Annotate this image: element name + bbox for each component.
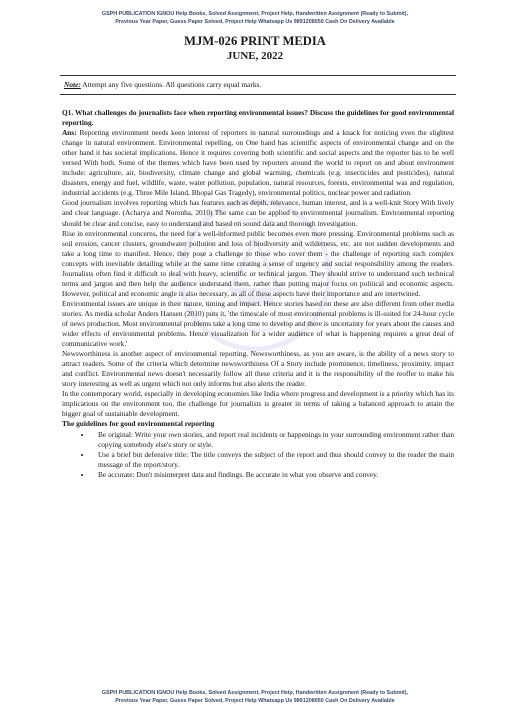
answer-paragraph-1-text: Reporting environment needs keen interest of reporters in natural surroundings and a knack for noticing even the slightest change in natural environment. Environmental repelling, on One hand has scientific aspects of environmental change and on the other hand it has societal implications. Hence it requires covering both scientific and social aspects and the reporter has to be well versed With both. Some of the themes which have been used by reporters around the world to report on and about environment include: agriculture, air, biodiversity, climate change and global warming, chemicals (e.g. insecticides and pesticides), natural disasters, energy and fuel, wildlife, waste, water pollution, population, natural resources, forests, environmental was and regulation, industrial accidents (e.g. Three Mile Island, Bhopal Gas Tragedy), environmental politics, nuclear power and radiation. xyxy=(62,128,454,198)
guideline-item: • Use a brief but defensive title: The title conveys the subject of the report and thus should convey to the reader the main message of the report/story. xyxy=(92,450,454,470)
answer-body xyxy=(62,108,454,480)
answer-paragraph-2: Good journalism involves reporting which has features such as depth, relevance, human interest, and is a well-knit Story With lively and clear language. (Acharya and Noronha, 2010) The same can be applied to environmental journalism. Environmental reporting should be clear and concise, easy to understand and based on sound data and thorough investigation. xyxy=(62,198,454,228)
page-header xyxy=(30,10,480,26)
footer-line-2: Previous Year Paper, Guess Paper Solved, Project Help Whatsapp Us 9891208050 Cash On Delivery Available xyxy=(115,698,395,704)
paper-title: MJM-026 PRINT MEDIA xyxy=(184,34,326,48)
top-divider xyxy=(60,75,456,76)
answer-label: Ans: xyxy=(62,128,77,138)
guidelines-heading: The guidelines for good environmental reporting xyxy=(62,419,215,429)
guideline-item: • Be original: Write your own stories, and report real incidents or happenings in your surrounding environment rather than copying somebody else's story or style. xyxy=(92,430,454,450)
exam-note xyxy=(64,80,261,90)
note-text: Attempt any five questions. All questions carry equal marks. xyxy=(80,80,262,89)
note-label: Note: xyxy=(64,80,81,89)
answer-paragraph-4: Environmental issues are unique in their nature, timing and impact. Hence stories based on these are also different from other media stories. As media scholar Anders Hansen (2010) puts it, 'the timescale of most environmental problems is ill-suited for 24-hour cycle of news production. Most environmental problems take a long time to develop and there is uncertainty for years about the causes and wider effects of environmental problems. Hence visualization for a wider audience of what is happening requires a great deal of communicative work.' xyxy=(62,298,454,349)
answer-paragraph-1 xyxy=(62,128,454,198)
guideline-item: • Be accurate: Don't misinterpret data and findings. Be accurate in what you observe and convey. xyxy=(92,470,454,480)
question-1: Q1. What challenges do journalists face when reporting environmental issues? Discuss the guidelines for good environmental reporting. xyxy=(62,108,454,128)
header-line-1: GSPH PUBLICATION IGNOU Help Books, Solved Assignment, Project Help, Handwritten Assignment (Ready to Submit), xyxy=(101,11,409,17)
answer-paragraph-5: Newsworthiness is another aspect of environmental reporting. Newsworthiness, as you are aware, is the ability of a news story to attract readers. Some of the criteria which determine newsworthiness Of a Story include prominence, timeliness, proximity, impact and conflict. Environmental news doesn't necessarily follow all these criteria and it is the responsibility of the reoffer to make his story interesting as well as urgent which not only informs but also alerts the reader. xyxy=(62,349,454,389)
header-line-2: Previous Year Paper, Guess Paper Solved, Project Help Whatsapp Us 9891208050 Cash On Delivery Available xyxy=(115,19,395,25)
answer-paragraph-3: Rise in environmental concerns, the need for a well-informed public becomes even more pressing. Environmental problems such as soil erosion, cancer clusters, groundwater pollution and loss of biodiversity and wilderness, etc. are not sudden developments and take a long time to manifest. Hence, they pose a challenge to those who cover them - the challenge of reporting such complex concepts with inevitable detailing while at the same time creating a sense of urgency and social responsibility among the readers. Journalists often find it difficult to deal with heavy, scientific or technical jargon. They should strive to understand such technical terms and jargon and then help the audience understand them, rather than putting major focus on political and economic aspects. However, political and economic angle is also necessary, as all of these aspects have their importance and are intertwined. xyxy=(62,228,454,298)
note-divider xyxy=(60,94,456,95)
guidelines-list xyxy=(62,430,454,480)
page-footer xyxy=(30,689,480,705)
footer-line-1: GSPH PUBLICATION IGNOU Help Books, Solved Assignment, Project Help, Handwritten Assignment (Ready to Submit), xyxy=(101,690,409,696)
answer-paragraph-6: In the contemporary world, especially in developing economies like India where progress and development is a priority which has its implications on the environment too, the challenge for journalists is greater in terms of taking a balanced approach to attain the bigger goal of sustainable development. xyxy=(62,389,454,419)
paper-date: JUNE, 2022 xyxy=(226,50,284,62)
